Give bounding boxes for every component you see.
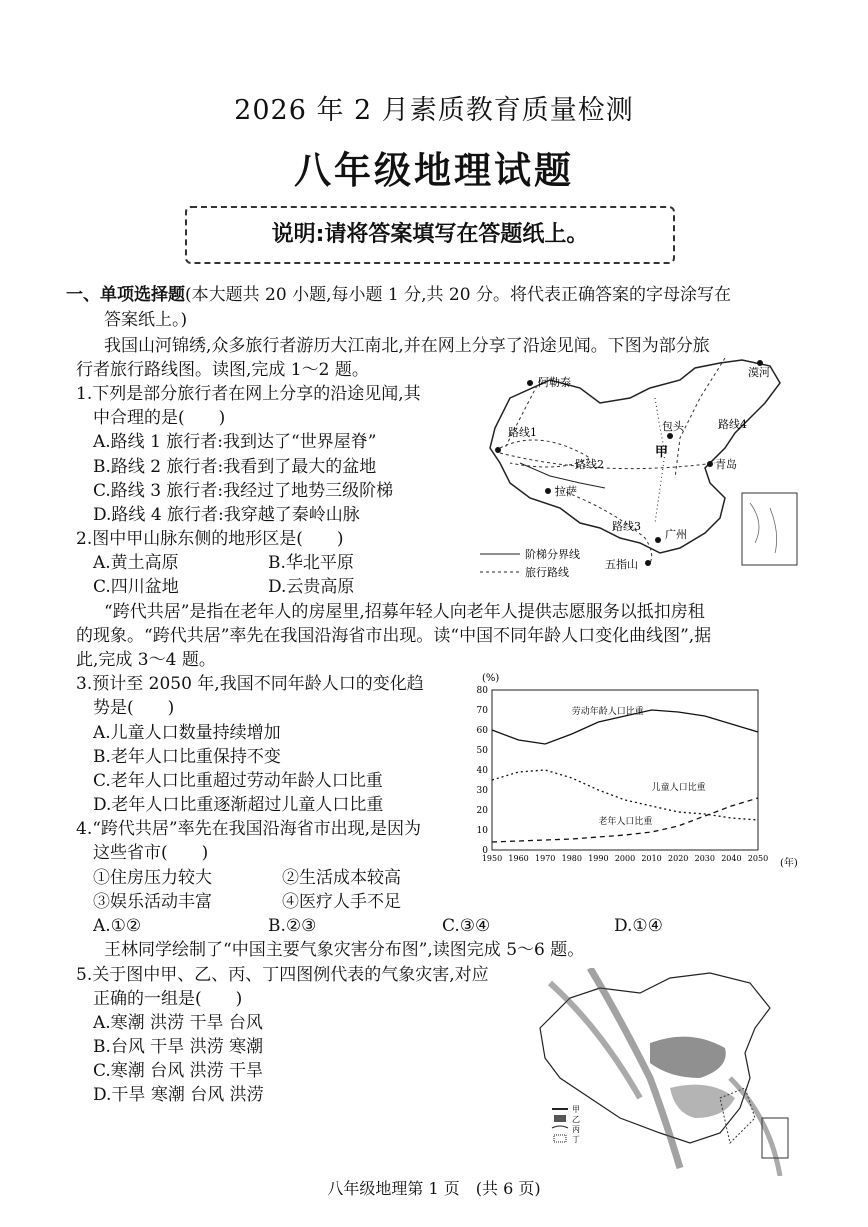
y-tick-label: 60	[476, 726, 488, 736]
q2-option-b: B.华北平原	[268, 553, 354, 573]
q4-option-c: C.③④	[442, 916, 491, 936]
legend-travel-route: 旅行路线	[525, 566, 569, 579]
x-tick-label: 2050	[747, 854, 769, 863]
weather-disaster-map	[530, 968, 790, 1176]
q3-option-c: C.老年人口比重超过劳动年龄人口比重	[93, 771, 383, 791]
q1-stem-2: 中合理的是( )	[93, 408, 226, 428]
flood-area	[670, 1085, 735, 1118]
typhoon-area	[720, 1088, 755, 1143]
series-label: 老年人口比重	[598, 817, 653, 827]
label-wuzhishan: 五指山	[605, 558, 638, 571]
drought-area	[650, 1037, 726, 1078]
intro1-line1: 我国山河锦绣,众多旅行者游历大江南北,并在网上分享了沿途见闻。下图为部分旅	[104, 336, 710, 356]
subject-title: 八年级地理试题	[294, 149, 574, 192]
label-jia: 甲	[655, 445, 669, 460]
q4-stem-2: 这些省市( )	[93, 843, 209, 863]
intro1-line2: 行者旅行路线图。读图,完成 1～2 题。	[76, 360, 369, 380]
y-tick-label: 10	[476, 826, 488, 836]
route-2	[500, 453, 715, 469]
intro2-line2: 的现象。“跨代共居”率先在我国沿海省市出现。读“中国不同年龄人口变化曲线图”,据	[76, 626, 712, 646]
x-tick-label: 1950	[481, 854, 503, 863]
legend-ding: 丁	[572, 1135, 580, 1144]
label-route4: 路线4	[718, 418, 747, 431]
legend-jia: 甲	[572, 1105, 580, 1114]
y-tick-label: 50	[476, 746, 488, 756]
series-line	[492, 770, 758, 820]
label-route1: 路线1	[508, 426, 537, 439]
intro3-line1: 王林同学绘制了“中国主要气象灾害分布图”,读图完成 5～6 题。	[104, 940, 585, 960]
q3-option-a: A.儿童人口数量持续增加	[93, 723, 281, 743]
x-tick-label: 1980	[561, 854, 582, 863]
q5-option-c: C.寒潮 台风 洪涝 干旱	[93, 1061, 264, 1081]
q4-item-2: ②生活成本较高	[282, 868, 401, 888]
q3-stem-2: 势是( )	[93, 698, 175, 718]
q4-item-1: ①住房压力较大	[93, 868, 212, 888]
x-tick-label: 2040	[721, 854, 742, 863]
x-tick-label: 2010	[641, 854, 662, 863]
label-mohe: 漠河	[748, 366, 770, 379]
q1-option-b: B.路线 2 旅行者:我看到了最大的盆地	[93, 457, 377, 477]
q2-option-d: D.云贵高原	[268, 577, 355, 597]
section-desc: (本大题共 20 小题,每小题 1 分,共 20 分。将代表正确答案的字母涂写在	[185, 285, 731, 305]
q4-item-4: ④医疗人手不足	[282, 892, 401, 912]
q4-item-3: ③娱乐活动丰富	[93, 892, 212, 912]
x-tick-label: 1990	[588, 854, 609, 863]
q4-option-a: A.①②	[93, 916, 142, 936]
label-guangzhou: 广州	[665, 528, 687, 541]
intro2-line1: “跨代共居”是指在老年人的房屋里,招募年轻人向老年人提供志愿服务以抵扣房租	[104, 602, 705, 622]
instruction-text: 说明:请将答案填写在答题纸上。	[271, 222, 589, 247]
label-baotou: 包头	[662, 420, 684, 433]
x-tick-label: 2020	[668, 854, 689, 863]
section-heading	[66, 283, 731, 307]
q4-option-d: D.①④	[614, 916, 663, 936]
y-tick-label: 80	[476, 686, 488, 696]
legend-bing: 丙	[572, 1125, 580, 1134]
legend-yi: 乙	[572, 1115, 580, 1124]
q4-option-b: B.②③	[268, 916, 317, 936]
q5-option-a: A.寒潮 洪涝 干旱 台风	[93, 1013, 263, 1033]
page-footer: 八年级地理第 1 页 (共 6 页)	[327, 1179, 541, 1198]
q2-stem: 2.图中甲山脉东侧的地形区是( )	[76, 529, 344, 549]
q2-option-c: C.四川盆地	[93, 577, 179, 597]
q1-stem-1: 1.下列是部分旅行者在网上分享的沿途见闻,其	[76, 384, 421, 404]
intro2-line3: 此,完成 3～4 题。	[76, 650, 216, 670]
q2-option-a: A.黄土高原	[93, 553, 179, 573]
q5-option-b: B.台风 干旱 洪涝 寒潮	[93, 1037, 264, 1057]
label-qingdao: 青岛	[715, 458, 737, 471]
y-tick-label: 40	[476, 766, 488, 776]
x-tick-label: 1970	[535, 854, 556, 863]
section-title: 一、单项选择题	[66, 285, 185, 305]
y-tick-label: 30	[476, 786, 488, 796]
label-aletai: 阿勒泰	[538, 376, 571, 389]
label-route2: 路线2	[575, 458, 604, 471]
q4-stem-1: 4.“跨代共居”率先在我国沿海省市出现,是因为	[76, 819, 422, 839]
q5-stem-1: 5.关于图中甲、乙、丙、丁四图例代表的气象灾害,对应	[76, 965, 489, 985]
chart-xlabel: (年)	[780, 858, 798, 869]
x-tick-label: 2030	[694, 854, 715, 863]
y-tick-label: 0	[482, 846, 488, 856]
q3-option-d: D.老年人口比重逐渐超过儿童人口比重	[93, 795, 384, 815]
q1-option-d: D.路线 4 旅行者:我穿越了秦岭山脉	[93, 505, 360, 525]
x-tick-label: 1960	[508, 854, 529, 863]
y-tick-label: 20	[476, 806, 488, 816]
instruction-box	[185, 206, 675, 264]
q5-stem-2: 正确的一组是( )	[93, 989, 243, 1009]
population-change-chart	[470, 672, 810, 870]
section-desc-2: 答案纸上。)	[104, 310, 188, 330]
q1-option-c: C.路线 3 旅行者:我经过了地势三级阶梯	[93, 481, 394, 501]
step-boundary-2	[655, 398, 665, 523]
chart-ylabel: (%)	[482, 673, 500, 684]
exam-title: 2026 年 2 月素质教育质量检测	[234, 95, 634, 126]
q1-option-a: A.路线 1 旅行者:我到达了“世界屋脊”	[93, 432, 377, 452]
q3-stem-1: 3.预计至 2050 年,我国不同年龄人口的变化趋	[76, 674, 424, 694]
series-label: 儿童人口比重	[651, 783, 706, 793]
q3-option-b: B.老年人口比重保持不变	[93, 747, 281, 767]
map2-legend	[552, 1105, 580, 1144]
travel-route-map	[480, 358, 800, 586]
cold-wave-arrow-3	[730, 1078, 780, 1176]
legend-step-boundary: 阶梯分界线	[525, 548, 580, 561]
x-tick-label: 2000	[614, 854, 636, 863]
q5-option-d: D.干旱 寒潮 台风 洪涝	[93, 1085, 264, 1105]
series-label: 劳动年龄人口比重	[571, 707, 644, 717]
y-tick-label: 70	[476, 706, 488, 716]
label-lasa: 拉萨	[555, 485, 577, 498]
label-route3: 路线3	[612, 520, 641, 533]
